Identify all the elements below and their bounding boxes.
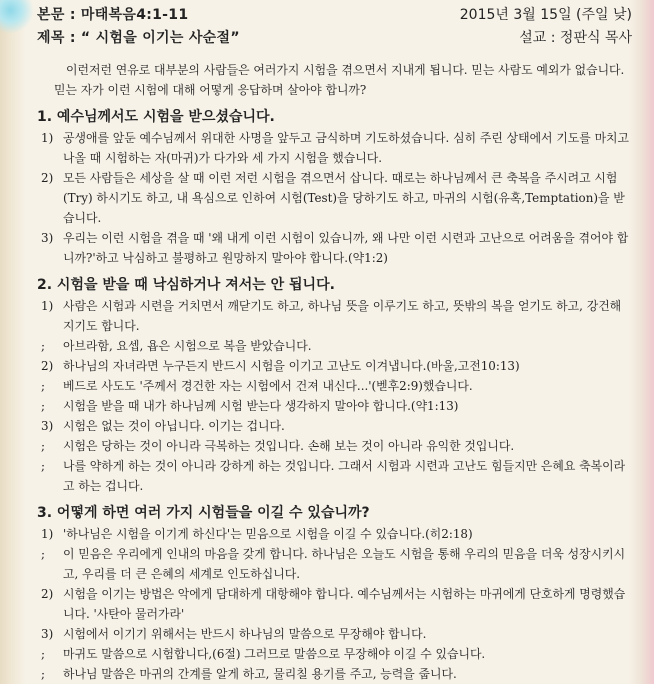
item-text: 아브라함, 요셉, 욥은 시험으로 복을 받았습니다.	[63, 339, 312, 353]
sermon-date: 2015년 3월 15일 (주일 낮)	[459, 7, 632, 23]
list-item	[37, 544, 632, 584]
list-item	[37, 128, 632, 168]
section-heading: 1. 예수님께서도 시험을 받으셨습니다.	[37, 109, 275, 125]
item-marker: 3)	[41, 419, 54, 433]
item-marker: 1)	[41, 299, 54, 313]
item-text: 베드로 사도도 '주께서 경건한 자는 시험에서 건져 내신다...'(벧후2:9)했습니다.	[63, 379, 473, 393]
list-item	[37, 644, 632, 664]
item-text: 시험은 당하는 것이 아니라 극복하는 것입니다. 손해 보는 것이 아니라 유익한 것입니다.	[63, 439, 515, 453]
item-text: 시험을 받을 때 내가 하나님께 시험 받는다 생각하지 말아야 합니다.(약1:13)	[63, 399, 459, 413]
sermon-title: 제목 : “ 시험을 이기는 사순절”	[37, 30, 240, 46]
item-text: 하나님 말씀은 마귀의 간계를 알게 하고, 물리칠 용기를 주고, 능력을 줍니다.	[63, 667, 457, 681]
list-item	[37, 524, 632, 544]
list-item	[37, 356, 632, 376]
item-text: 시험을 이기는 방법은 악에게 담대하게 대항해야 합니다. 예수님께서는 시험하는 마귀에게 단호하게 명령했습니다. '사탄아 물러가라'	[63, 587, 626, 621]
item-marker: ;	[41, 379, 46, 393]
header-row-1	[37, 4, 632, 27]
list-item	[37, 336, 632, 356]
item-text: 모든 사람들은 세상을 살 때 이런 저런 시험을 겪으면서 삽니다. 때로는 하나님께서 큰 축복을 주시려고 시험(Try) 하시기도 하고, 내 욕심으로 인하여 시험(Test)을 당하기도 하고, 마귀의 시험(유혹,Temptation)을 받습니다.	[63, 171, 625, 225]
header-row-2	[37, 27, 632, 50]
item-marker: 3)	[41, 627, 54, 641]
item-text: 하나님의 자녀라면 누구든지 반드시 시험을 이기고 고난도 이겨냅니다.(바울,고전10:13)	[63, 359, 520, 373]
item-marker: ;	[41, 459, 46, 473]
item-marker: ;	[41, 399, 46, 413]
item-text: 마귀도 말씀으로 시험합니다,(6절) 그러므로 말씀으로 무장해야 이길 수 있습니다.	[63, 647, 486, 661]
item-text: '하나님은 시험을 이기게 하신다'는 믿음으로 시험을 이길 수 있습니다.(히2:18)	[63, 527, 473, 541]
item-text: 사람은 시험과 시련을 거치면서 깨닫기도 하고, 하나님 뜻을 이루기도 하고, 뜻밖의 복을 얻기도 하고, 강건해지기도 합니다.	[63, 299, 622, 333]
list-item	[37, 624, 632, 644]
list-item	[37, 436, 632, 456]
scripture-reference: 본문 : 마태복음4:1-11	[37, 7, 189, 23]
section-3	[37, 502, 632, 684]
item-text: 시험은 없는 것이 아닙니다. 이기는 겁니다.	[63, 419, 285, 433]
list-item	[37, 396, 632, 416]
list-item	[37, 664, 632, 684]
item-text: 공생애를 앞둔 예수님께서 위대한 사명을 앞두고 금식하며 기도하셨습니다. 심히 주린 상태에서 기도를 마치고 나올 때 시험하는 자(마귀)가 다가와 세 가지 시험을 했습니다.	[63, 131, 630, 165]
item-marker: 2)	[41, 171, 54, 185]
list-item	[37, 416, 632, 436]
item-marker: ;	[41, 439, 46, 453]
list-item	[37, 168, 632, 228]
item-text: 시험에서 이기기 위해서는 반드시 하나님의 말씀으로 무장해야 합니다.	[63, 627, 427, 641]
section-heading: 3. 어떻게 하면 여러 가지 시험들을 이길 수 있습니까?	[37, 505, 370, 521]
item-text: 우리는 이런 시험을 겪을 때 '왜 내게 이런 시험이 있습니까, 왜 나만 이런 시련과 고난으로 어려움을 겪어야 합니까?'하고 낙심하고 불평하고 원망하지 말아야 합니다.(약1:2)	[63, 231, 629, 265]
preacher-name: 설교 : 정판식 목사	[519, 30, 632, 46]
item-marker: 2)	[41, 359, 54, 373]
section-1	[37, 106, 632, 268]
corner-flower-decoration	[0, 0, 34, 34]
item-marker: 3)	[41, 231, 54, 245]
item-marker: ;	[41, 339, 46, 353]
item-marker: ;	[41, 667, 46, 681]
list-item	[37, 376, 632, 396]
intro-paragraph: 이런저런 연유로 대부분의 사람들은 여러가지 시험을 겪으면서 지내게 됩니다. 믿는 사람도 예외가 없습니다. 믿는 자가 이런 시험에 대해 어떻게 응답하며 살아야 합니까?	[54, 63, 625, 97]
item-marker: ;	[41, 547, 46, 561]
sermon-document	[37, 4, 632, 684]
list-item	[37, 228, 632, 268]
item-marker: 2)	[41, 587, 54, 601]
section-heading: 2. 시험을 받을 때 낙심하거나 져서는 안 됩니다.	[37, 277, 335, 293]
item-marker: 1)	[41, 131, 54, 145]
item-text: 나를 약하게 하는 것이 아니라 강하게 하는 것입니다. 그래서 시험과 시련과 고난도 힘들지만 은혜요 축복이라고 하는 겁니다.	[63, 459, 626, 493]
item-text: 이 믿음은 우리에게 인내의 마음을 갖게 합니다. 하나님은 오늘도 시험을 통해 우리의 믿음을 더욱 성장시키시고, 우리를 더 큰 은혜의 세계로 인도하십니다.	[63, 547, 626, 581]
list-item	[37, 584, 632, 624]
section-2	[37, 274, 632, 496]
list-item	[37, 296, 632, 336]
list-item	[37, 456, 632, 496]
item-marker: 1)	[41, 527, 54, 541]
item-marker: ;	[41, 647, 46, 661]
